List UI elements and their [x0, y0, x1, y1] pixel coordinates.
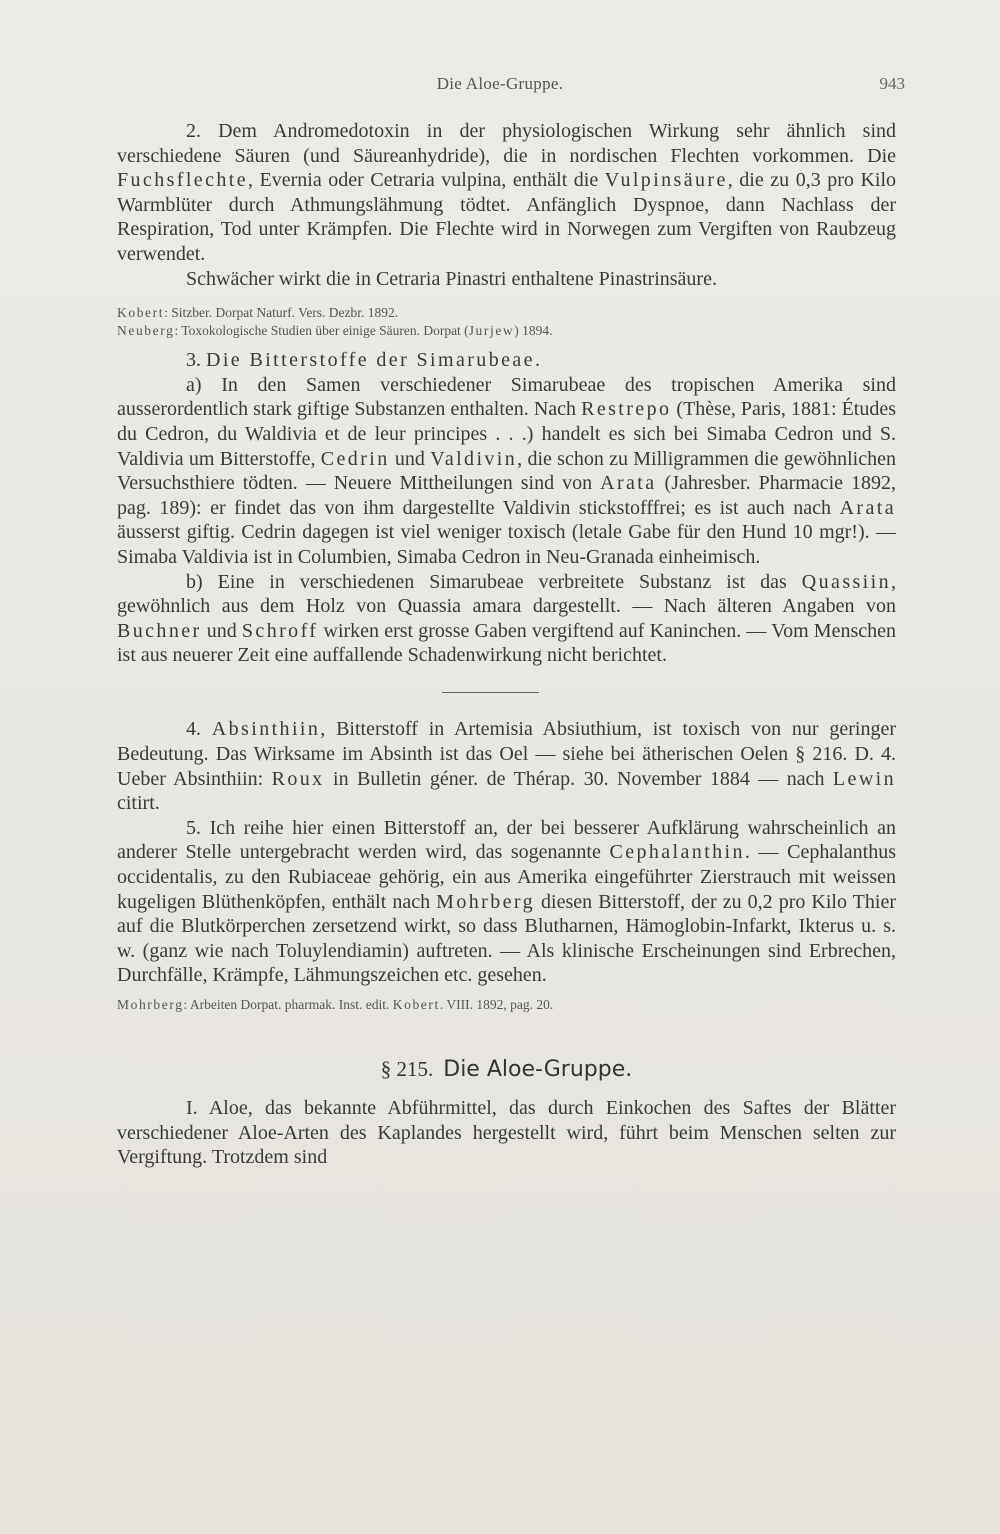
item-number: 5.: [186, 816, 201, 839]
item-number: 3.: [186, 349, 201, 372]
item-number: 4.: [186, 718, 201, 741]
section-divider: [442, 692, 539, 694]
reference-kobert: Kobert: Sitzber. Dorpat Naturf. Vers. Dezbr. 1892.: [117, 305, 399, 321]
paragraph-item-2: 2. Dem Andromedotoxin in der physiologischen Wirkung sehr ähnlich sind verschiedene Säuren (und Säureanhydride), die in nordischen Flechten vorkommen. Die Fuchsflechte, Evernia oder Cetraria vulpina, enthält die Vulpinsäure, die zu 0,3 pro Kilo Warmblüter durch Athmungslähmung tödtet. Anfänglich Dyspnoe, dann Nachlass der Respiration, Tod unter Krämpfen. Die Flechte wird in Norwegen zum Vergiften von Raubzeug verwendet.: [117, 120, 896, 265]
running-title: Die Aloe-Gruppe.: [436, 74, 564, 93]
paragraph-item-3a: a) In den Samen verschiedener Simarubeae des tropischen Amerika sind ausserordentlich stark giftige Substanzen enthalten. Nach Restrepo (Thèse, Paris, 1881: Études du Cedron, du Waldivia et de leur principes . . .) handelt es sich bei Simaba Cedron und S. Valdivia um Bitterstoffe, Cedrin und Valdivin, die schon zu Milligrammen die gewöhnlichen Versuchsthiere tödten. — Neuere Mittheilungen sind von Arata (Jahresber. Pharmacie 1892, pag. 189): er findet das von ihm dargestellte Valdivin stickstofffrei; es ist auch nach Arata äusserst giftig. Cedrin dagegen ist viel weniger toxisch (letale Gabe für den Hund 10 mgr!). — Simaba Valdivia ist in Columbien, Simaba Cedron in Neu-Granada einheimisch.: [117, 373, 897, 568]
section-heading: [117, 1056, 896, 1082]
section-number: § 215.: [380, 1056, 434, 1081]
reference-mohrberg: Mohrberg: Arbeiten Dorpat. pharmak. Inst. edit. Kobert. VIII. 1892, pag. 20.: [117, 996, 554, 1012]
ref-author: Neuberg: [117, 323, 175, 339]
paragraph-aloe: I. Aloe, das bekannte Abführmittel, das durch Einkochen des Saftes der Blätter verschiedener Aloe-Arten des Kaplandes hergestellt wird, führt beim Menschen selten zur Vergiftung. Trotzdem sind: [117, 1096, 896, 1169]
paragraph-item-3-title: [117, 348, 896, 373]
spaced-term: Vulpinsäure: [604, 169, 728, 192]
reference-neuberg: Neuberg: Toxokologische Studien über einige Säuren. Dorpat (Jurjew) 1894.: [117, 323, 553, 339]
paragraph-item-5: 5. Ich reihe hier einen Bitterstoff an, der bei besserer Aufklärung wahrscheinlich an anderer Stelle untergebracht werden wird, das sogenannte Cephalanthin. — Cephalanthus occidentalis, zu den Rubiaceae gehörig, ein aus Amerika eingeführter Zierstrauch mit weissen kugeligen Blüthenköpfen, enthält nach Mohrberg diesen Bitterstoff, der zu 0,2 pro Kilo Thier auf die Blutkörperchen zersetzend wirkt, so dass Blutharnen, Hämoglobin-Infarkt, Ikterus u. s. w. (ganz wie nach Toluylendiamin) auftreten. — Als klinische Erscheinungen sind Erbrechen, Durchfälle, Krämpfe, Lähmungszeichen etc. gesehen.: [117, 816, 896, 987]
paragraph-item-3b: b) Eine in verschiedenen Simarubeae verbreitete Substanz ist das Quassiin, gewöhnlich aus dem Holz von Quassia amara dargestellt. — Nach älteren Angaben von Buchner und Schroff wirken erst grosse Gaben vergiftend auf Kaninchen. — Vom Menschen ist aus neuerer Zeit eine auffallende Schadenwirkung nicht berichtet.: [117, 570, 897, 667]
page-number: 943: [879, 74, 905, 93]
spaced-term: Die Bitterstoffe der Simarubeae.: [206, 349, 543, 372]
spaced-term: Fuchsflechte: [117, 169, 248, 192]
page-header: [0, 74, 1000, 104]
item-number: 2.: [186, 120, 201, 142]
ref-author: Kobert: [117, 305, 165, 321]
item-number: I.: [186, 1096, 198, 1119]
page-body: [117, 119, 896, 1170]
ref-author: Mohrberg: [117, 996, 184, 1012]
paragraph-pinastrinsaeure: Schwächer wirkt die in Cetraria Pinastri enthaltene Pinastrinsäure.: [186, 267, 717, 290]
section-title: Die Aloe-Gruppe.: [443, 1056, 633, 1082]
paragraph-item-4: 4. Absinthiin, Bitterstoff in Artemisia Absiuthium, ist toxisch von nur geringer Bedeutung. Das Wirksame im Absinth ist das Oel — siehe bei ätherischen Oelen § 216. D. 4. Ueber Absinthiin: Roux in Bulletin géner. de Thérap. 30. November 1884 — nach Lewin citirt.: [117, 718, 897, 815]
